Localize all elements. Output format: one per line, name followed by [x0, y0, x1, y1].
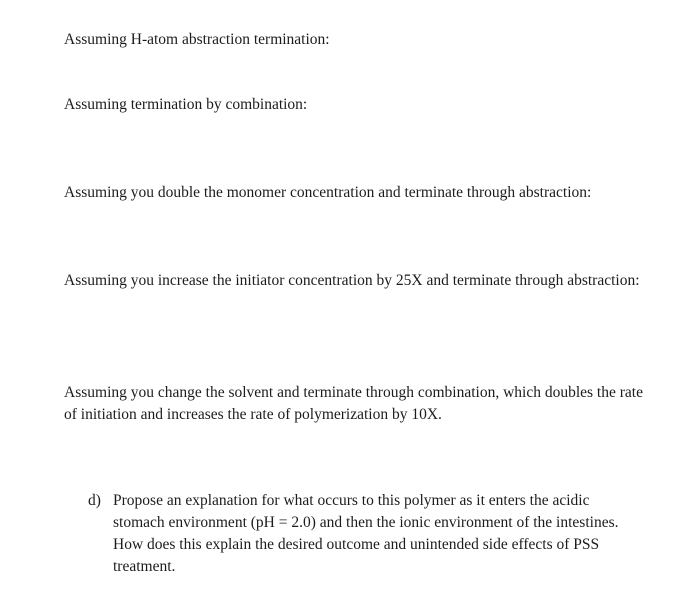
prompt-termination-combination: Assuming termination by combination: [64, 96, 308, 113]
prompt-change-solvent: Assuming you change the solvent and terminate through combination, which doubles the rate of initiation and increases the rate of polymerization by 10X. [64, 384, 643, 423]
question-text: Propose an explanation for what occurs to this polymer as it enters the acidic stomach environment (pH = 2.0) and then the ionic environment of the intestines. How does this explain the desired outcome and unintended side effects of PSS treatment. [113, 492, 619, 575]
question-label: d) [88, 492, 101, 509]
prompt-double-monomer: Assuming you double the monomer concentration and terminate through abstraction: [64, 184, 592, 201]
prompt-increase-initiator: Assuming you increase the initiator concentration by 25X and terminate through abstraction: [64, 272, 640, 289]
prompt-h-atom-abstraction: Assuming H-atom abstraction termination: [64, 31, 330, 48]
